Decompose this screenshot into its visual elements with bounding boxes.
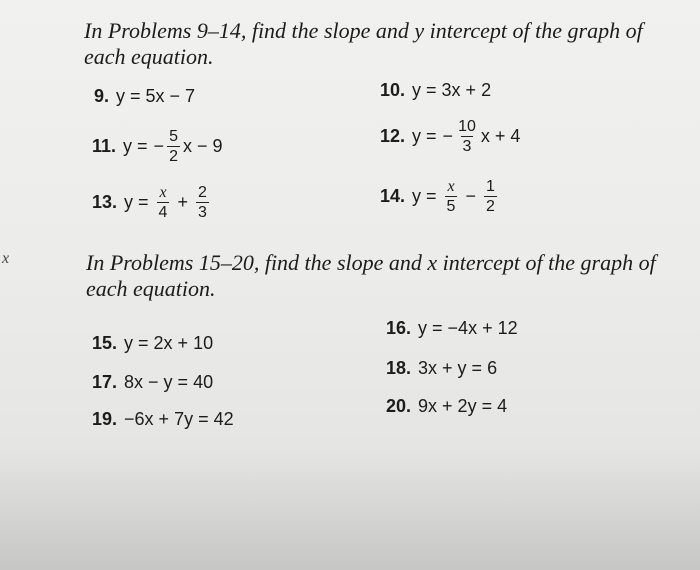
problem-number: 20. (386, 396, 412, 416)
problem-20 (386, 396, 507, 417)
equation: 9x + 2y = 4 (418, 396, 508, 416)
problem-number: 17. (92, 372, 118, 392)
problem-12 (380, 118, 520, 155)
operator: + (177, 192, 188, 212)
equation: y = 2x + 10 (124, 333, 214, 353)
equation: 3x + y = 6 (418, 358, 498, 378)
margin-mark: x (2, 250, 10, 267)
fraction-2 (484, 178, 497, 215)
equation-lhs: y = (412, 186, 437, 206)
equation: 8x − y = 40 (124, 372, 214, 392)
denominator: 3 (197, 204, 207, 221)
problem-15 (92, 333, 213, 354)
problem-number: 19. (92, 409, 118, 429)
problem-number: 11. (92, 136, 117, 156)
problem-number: 9. (94, 86, 110, 106)
denominator: 5 (446, 198, 456, 215)
section-2-heading: In Problems 15–20, find the slope and x intercept of the graph of each equation. (86, 250, 656, 301)
problem-number: 14. (380, 186, 406, 206)
numerator: x (159, 184, 167, 201)
problem-number: 15. (92, 333, 118, 353)
problem-13 (92, 184, 212, 221)
equation-rest: x − 9 (182, 136, 223, 156)
numerator: 2 (197, 184, 207, 201)
problem-14 (380, 178, 500, 215)
numerator: 1 (485, 178, 495, 195)
problem-10 (380, 80, 491, 101)
denominator: 4 (158, 204, 168, 221)
problem-9 (94, 86, 195, 107)
minus-sign: − (442, 126, 454, 146)
equation: −6x + 7y = 42 (124, 409, 234, 429)
equation: y = 3x + 2 (412, 80, 492, 100)
equation: y = 5x − 7 (116, 86, 196, 106)
page-shadow (0, 450, 700, 570)
operator: − (465, 186, 476, 206)
numerator: 10 (458, 118, 476, 135)
equation-lhs: y = (412, 126, 437, 146)
equation-lhs: y = (124, 192, 149, 212)
denominator: 2 (485, 198, 495, 215)
equation: y = −4x + 12 (418, 318, 518, 338)
equation-rest: x + 4 (480, 126, 521, 146)
problem-number: 12. (380, 126, 406, 146)
problem-16 (386, 318, 518, 339)
denominator: 2 (169, 148, 178, 165)
problem-number: 18. (386, 358, 412, 378)
problem-number: 13. (92, 192, 118, 212)
fraction-1 (157, 184, 170, 221)
problem-19 (92, 409, 234, 430)
numerator: 5 (169, 128, 178, 145)
fraction (167, 128, 180, 165)
equation-lhs: y = (123, 136, 148, 156)
minus-sign: − (153, 136, 165, 156)
section-1-heading: In Problems 9–14, find the slope and y intercept of the graph of each equation. (84, 18, 643, 69)
fraction-1 (445, 178, 458, 215)
denominator: 3 (462, 138, 472, 155)
fraction-2 (196, 184, 209, 221)
problem-18 (386, 358, 497, 379)
problem-17 (92, 372, 213, 393)
problem-number: 16. (386, 318, 412, 338)
numerator: x (447, 178, 455, 195)
fraction (456, 118, 478, 155)
problem-number: 10. (380, 80, 406, 100)
problem-11 (92, 128, 223, 165)
